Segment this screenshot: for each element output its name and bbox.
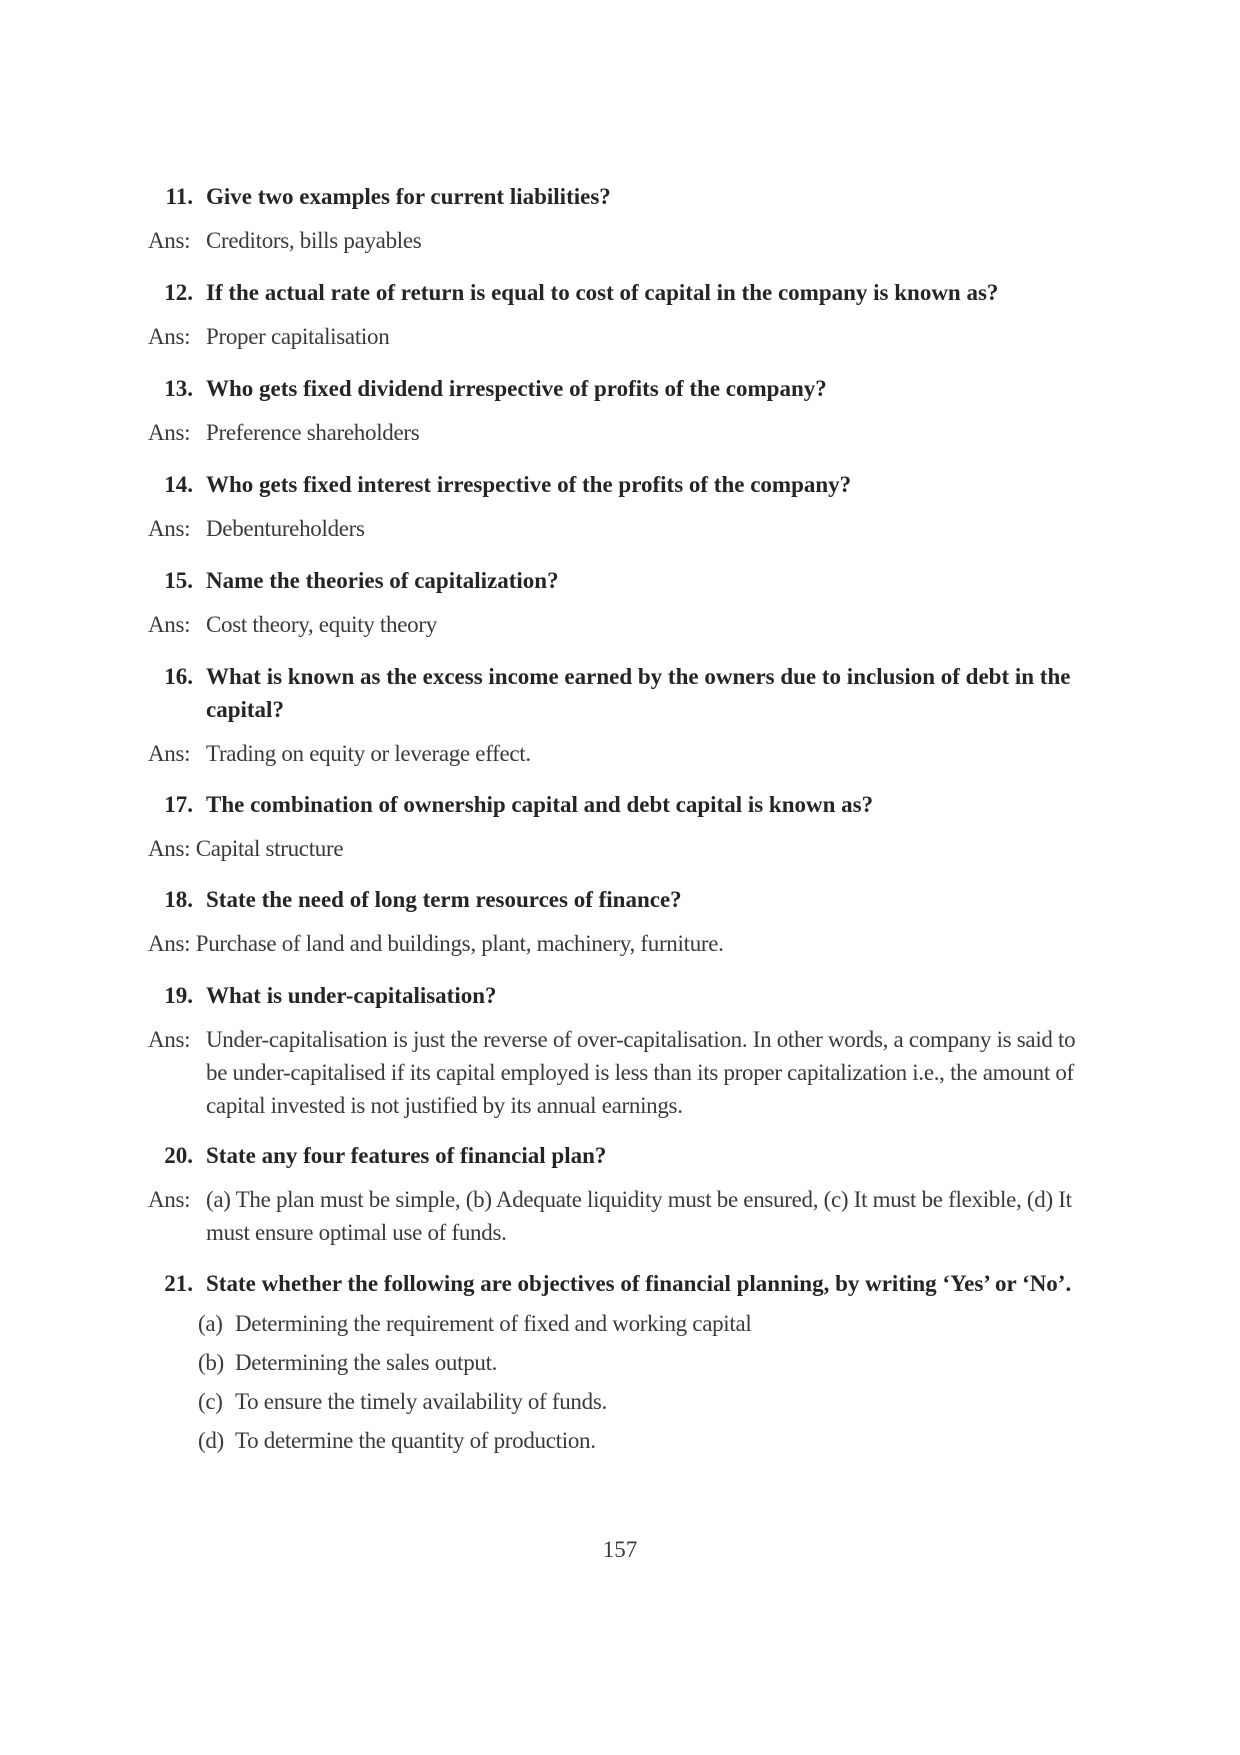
answer-text: Trading on equity or leverage effect. [206,741,531,766]
answer-text: Debentureholders [206,516,365,541]
answer-label: Ans: [148,228,191,253]
sub-item-text: Determining the requirement of fixed and working capital [235,1311,752,1336]
answer-17 [148,832,1098,865]
question-number: 11. [165,184,193,209]
question-text: The combination of ownership capital and debt capital is known as? [206,792,874,817]
answer-label: Ans: [148,420,191,445]
sub-item-a [198,1307,1078,1340]
sub-item-text: To determine the quantity of production. [235,1428,596,1453]
question-number: 17. [164,792,193,817]
question-number: 12. [164,280,193,305]
answer-text: Purchase of land and buildings, plant, machinery, furniture. [195,931,724,956]
question-14 [148,468,1098,501]
answer-label: Ans: [148,741,191,766]
question-11 [148,180,1098,213]
question-17 [148,788,1098,821]
question-20 [148,1139,1098,1172]
answer-11 [148,224,1098,257]
answer-text: (a) The plan must be simple, (b) Adequate liquidity must be ensured, (c) It must be flexible, (d) It must ensure optimal use of funds. [206,1187,1072,1245]
question-number: 20. [164,1143,193,1168]
question-text: What is known as the excess income earned by the owners due to inclusion of debt in the capital? [206,664,1071,722]
question-text: Name the theories of capitalization? [206,568,559,593]
question-number: 15. [164,568,193,593]
question-15 [148,564,1098,597]
sub-item-tag: (b) [198,1350,224,1375]
answer-text: Proper capitalisation [206,324,390,349]
answer-20 [148,1183,1098,1249]
answer-16 [148,737,1098,770]
sub-item-text: To ensure the timely availability of funds. [235,1389,607,1414]
question-text: Who gets fixed dividend irrespective of profits of the company? [206,376,827,401]
sub-item-tag: (c) [198,1389,223,1414]
question-text: State any four features of financial plan? [206,1143,607,1168]
answer-text: Creditors, bills payables [206,228,422,253]
question-text: State whether the following are objectives of financial planning, by writing ‘Yes’ or ‘No’. [206,1271,1072,1296]
answer-12 [148,320,1098,353]
sub-item-tag: (d) [198,1428,224,1453]
answer-label: Ans: [148,1027,191,1052]
answer-text: Capital structure [195,836,344,861]
answer-label: Ans: [148,612,191,637]
question-number: 19. [164,983,193,1008]
question-text: State the need of long term resources of finance? [206,887,682,912]
question-16 [148,660,1098,726]
answer-13 [148,416,1098,449]
answer-label: Ans: [148,516,191,541]
question-text: If the actual rate of return is equal to cost of capital in the company is known as? [206,280,999,305]
answer-18 [148,927,1098,960]
question-number: 16. [164,664,193,689]
question-text: Give two examples for current liabilities? [206,184,611,209]
question-21 [148,1267,1098,1300]
sub-item-text: Determining the sales output. [235,1350,498,1375]
question-number: 13. [164,376,193,401]
question-19 [148,979,1098,1012]
question-number: 18. [164,887,193,912]
sub-item-b [198,1346,1078,1379]
answer-label: Ans: [148,836,191,861]
answer-14 [148,512,1098,545]
question-text: Who gets fixed interest irrespective of the profits of the company? [206,472,852,497]
question-number: 14. [164,472,193,497]
sub-item-tag: (a) [198,1311,223,1336]
answer-text: Preference shareholders [206,420,420,445]
answer-label: Ans: [148,931,191,956]
page-number: 157 [602,1537,638,1562]
question-18 [148,883,1098,916]
answer-15 [148,608,1098,641]
question-text: What is under-capitalisation? [206,983,497,1008]
question-12 [148,276,1098,309]
question-13 [148,372,1098,405]
answer-label: Ans: [148,324,191,349]
sub-item-d [198,1424,1078,1457]
answer-text: Cost theory, equity theory [206,612,437,637]
answer-text: Under-capitalisation is just the reverse of over-capitalisation. In other words, a company is said to be under-capitalised if its capital employed is less than its proper capitalization i.e., the amount of capital invested is not justified by its annual earnings. [206,1027,1076,1118]
answer-label: Ans: [148,1187,191,1212]
question-number: 21. [164,1271,193,1296]
sub-item-c [198,1385,1078,1418]
answer-19 [148,1023,1098,1122]
